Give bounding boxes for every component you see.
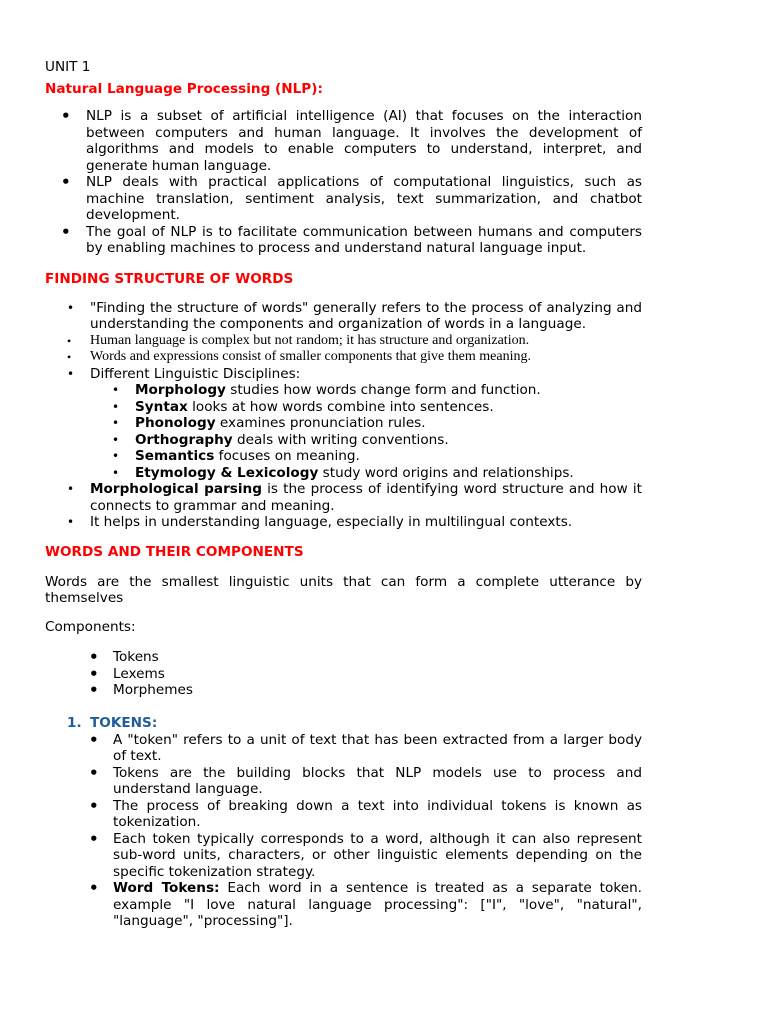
discipline-item [45, 382, 642, 399]
list-item: • NLP is a subset of artificial intelligence (AI) that focuses on the interaction between computers and human language. It involves the development of algorithms and models to enable computers to understand, interpret, and generate human language. [45, 108, 642, 174]
discipline-term: Morphology [135, 382, 226, 398]
discipline-term: Syntax [135, 398, 188, 415]
list-item: • Words and expressions consist of smaller components that give them meaning. [45, 349, 642, 366]
discipline-desc: deals with writing conventions. [232, 431, 449, 448]
discipline-desc: looks at how words combine into sentences. [187, 398, 494, 415]
morph-parsing-term: Morphological parsing [90, 481, 262, 497]
word-tokens-term: Word Tokens: [113, 880, 220, 896]
structure-bullet-list [45, 300, 642, 383]
components-heading: WORDS AND THEIR COMPONENTS [45, 543, 304, 560]
structure-heading: FINDING STRUCTURE OF WORDS [45, 270, 294, 287]
list-item: • "Finding the structure of words" generally refers to the process of analyzing and understanding the components and organization of words in a language. [45, 300, 642, 333]
discipline-term: Phonology [135, 415, 216, 431]
discipline-term: Orthography [135, 431, 233, 448]
components-intro: Words are the smallest linguistic units that can form a complete utterance by themselves [45, 573, 642, 606]
tokens-bullet-list [45, 732, 642, 930]
discipline-desc: study word origins and relationships. [318, 464, 574, 481]
nlp-bullet-list [45, 108, 642, 257]
components-list [45, 649, 642, 699]
discipline-term: Etymology & Lexicology [135, 464, 319, 481]
tokens-heading [45, 714, 642, 732]
structure-bullet-list-2 [45, 481, 642, 531]
list-item: • Human language is complex but not random; it has structure and organization. [45, 333, 642, 350]
discipline-item [45, 465, 642, 482]
list-item: • Tokens are the building blocks that NLP models use to process and understand language. [45, 765, 642, 798]
discipline-item [45, 432, 642, 449]
document-page [45, 58, 642, 930]
discipline-item [45, 448, 642, 465]
components-label: Components: [45, 618, 136, 635]
disciplines-list [45, 382, 642, 481]
discipline-desc: focuses on meaning. [214, 448, 360, 464]
list-item: • Tokens [45, 649, 642, 666]
unit-label: UNIT 1 [45, 59, 91, 75]
list-item: • It helps in understanding language, especially in multilingual contexts. [45, 514, 642, 531]
list-item: • Lexems [45, 666, 642, 683]
list-item: • The process of breaking down a text into individual tokens is known as tokenization. [45, 798, 642, 831]
nlp-heading: Natural Language Processing (NLP): [45, 81, 323, 97]
list-item: • Different Linguistic Disciplines: [45, 366, 642, 383]
list-item [45, 880, 642, 930]
discipline-item [45, 415, 642, 432]
discipline-desc: examines pronunciation rules. [215, 415, 426, 431]
discipline-item [45, 399, 642, 416]
list-item: • NLP deals with practical applications of computational linguistics, such as machine translation, sentiment analysis, text summarization, and chatbot development. [45, 174, 642, 224]
word-tokens-desc: Each word in a sentence is treated as a separate token. example "I love natural language processing": ["I", "love", "natural", "language", "processing"]. [113, 880, 643, 929]
list-item: • Morphemes [45, 682, 642, 699]
list-item [45, 481, 642, 514]
tokens-number: 1. [67, 714, 82, 731]
discipline-desc: studies how words change form and function. [225, 382, 541, 398]
list-item: • Each token typically corresponds to a word, although it can also represent sub-word units, characters, or other linguistic elements depending on the specific tokenization strategy. [45, 831, 642, 881]
morph-parsing-desc: is the process of identifying word structure and how it connects to grammar and meaning. [90, 481, 642, 514]
list-item: • The goal of NLP is to facilitate communication between humans and computers by enabling machines to process and understand natural language input. [45, 224, 642, 257]
discipline-term: Semantics [135, 448, 215, 464]
tokens-heading-text: TOKENS: [90, 714, 158, 731]
list-item: • A "token" refers to a unit of text that has been extracted from a larger body of text. [45, 732, 642, 765]
